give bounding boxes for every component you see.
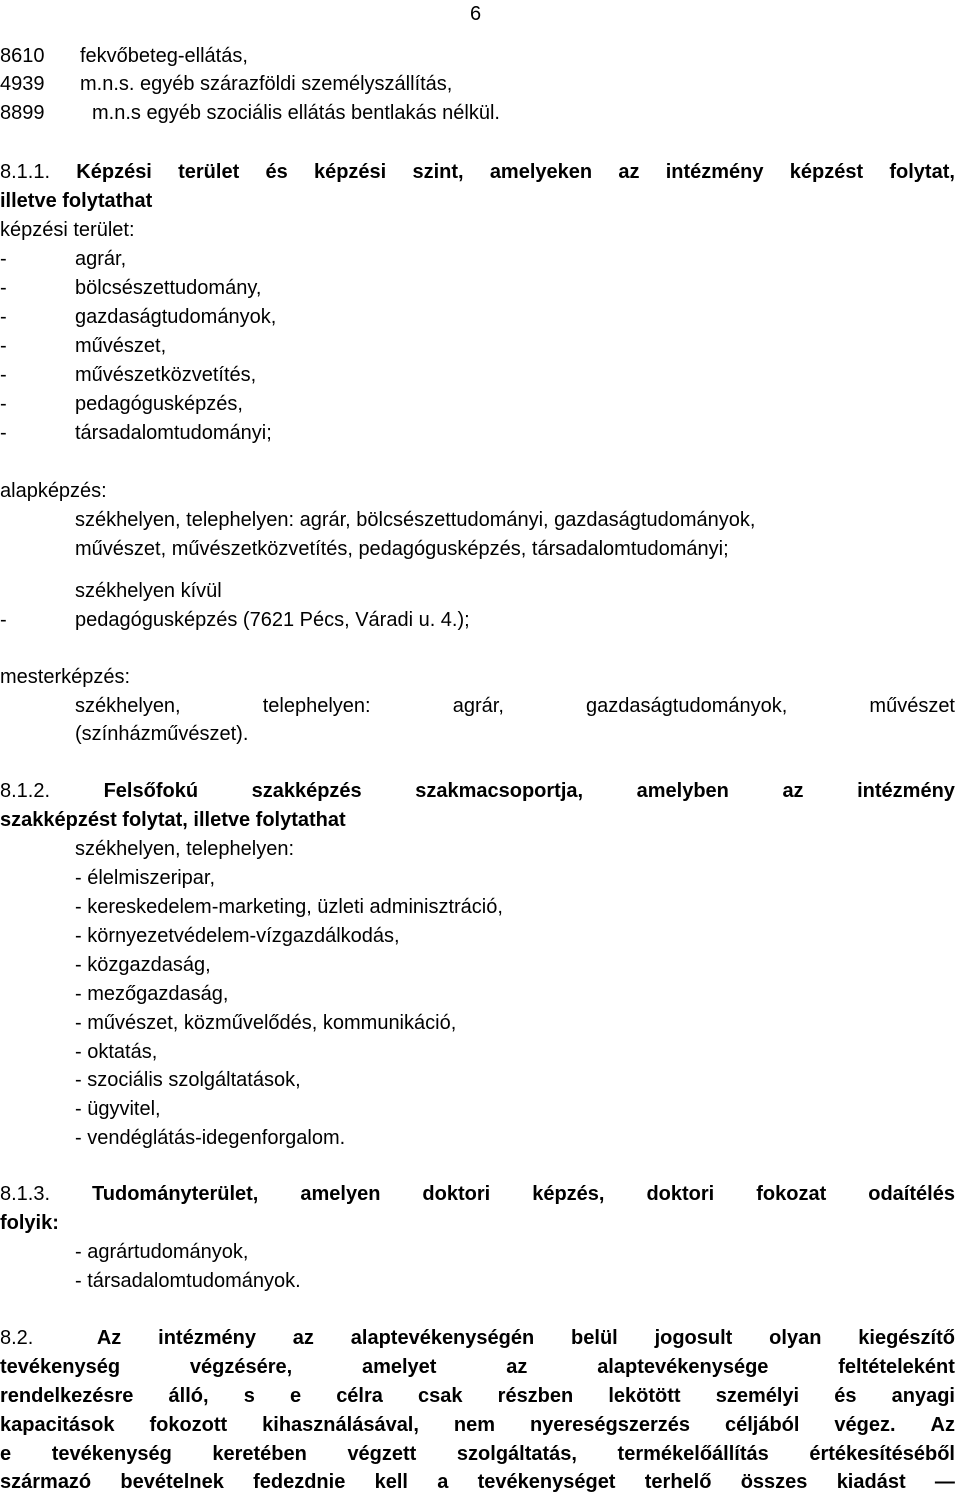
section-8-1-2-heading-line2: szakképzést folytat, illetve folytathat <box>0 809 346 831</box>
heading-number: 8.1.2. <box>0 780 51 802</box>
list-item: - közgazdaság, <box>75 954 211 976</box>
word: kapacitások <box>0 1414 115 1436</box>
word: a <box>437 1471 449 1493</box>
list-item-text: pedagógusképzés, <box>75 393 243 415</box>
activity-code: 4939 <box>0 73 45 95</box>
list-item: - gazdaságtudományok, <box>0 306 277 328</box>
list-item-text: művészetközvetítés, <box>75 364 257 386</box>
word: Az <box>96 1327 122 1349</box>
section-8-2-line <box>0 1382 955 1410</box>
word: az <box>506 1356 528 1378</box>
list-item: - agrár, <box>0 248 127 270</box>
word: nem <box>453 1414 495 1436</box>
word: keretében <box>212 1443 307 1465</box>
word: terhelő <box>644 1471 712 1493</box>
heading-number: 8.2. <box>0 1327 34 1349</box>
heading-word: doktori <box>422 1183 491 1205</box>
alapkepzes-line: székhelyen, telephelyen: agrár, bölcsészettudományi, gazdaságtudományok, <box>75 509 756 531</box>
word: tevékenység <box>0 1356 121 1378</box>
heading-word: amelyen <box>300 1183 381 1205</box>
word: amelyet <box>361 1356 437 1378</box>
word: kiegészítő <box>858 1327 955 1349</box>
heading-word: odaítélés <box>868 1183 955 1205</box>
list-item: - vendéglátás-idegenforgalom. <box>75 1127 346 1149</box>
section-8-1-1-heading <box>0 158 955 186</box>
activity-text: m.n.s egyéb szociális ellátás bentlakás nélkül. <box>92 102 500 124</box>
list-item: - művészetközvetítés, <box>0 364 257 386</box>
list-item: - bölcsészettudomány, <box>0 277 262 299</box>
word: származó <box>0 1471 92 1493</box>
activity-row <box>0 99 500 127</box>
list-item: - pedagógusképzés, <box>0 393 243 415</box>
heading-word: képzési <box>313 161 387 183</box>
heading-word: intézmény <box>665 161 764 183</box>
word: részben <box>497 1385 574 1407</box>
heading-word: és <box>265 161 288 183</box>
heading-word: terület <box>178 161 240 183</box>
word: fokozott <box>149 1414 228 1436</box>
heading-word: az <box>782 780 804 802</box>
location-label: székhelyen, telephelyen: <box>75 838 295 860</box>
word: művészet <box>869 695 955 717</box>
heading-word: doktori <box>646 1183 715 1205</box>
heading-word: amelyeken <box>489 161 593 183</box>
list-item: - mezőgazdaság, <box>75 983 229 1005</box>
list-item: - oktatás, <box>75 1041 158 1063</box>
word: célra <box>336 1385 383 1407</box>
word: székhelyen, <box>75 695 181 717</box>
word: kell <box>374 1471 408 1493</box>
heading-word: fokozat <box>756 1183 827 1205</box>
word: s <box>243 1385 255 1407</box>
list-item: - agrártudományok, <box>75 1241 249 1263</box>
heading-word: szakmacsoportja, <box>415 780 584 802</box>
list-item: - ügyvitel, <box>75 1098 161 1120</box>
areas-label: képzési terület: <box>0 219 135 241</box>
word: tevékenységet <box>477 1471 616 1493</box>
word: anyagi <box>891 1385 955 1407</box>
word: az <box>292 1327 314 1349</box>
word: értékesítéséből <box>809 1443 955 1465</box>
heading-word: intézmény <box>857 780 955 802</box>
list-item: - pedagógusképzés (7621 Pécs, Váradi u. 4.); <box>0 609 470 631</box>
list-item: - kereskedelem-marketing, üzleti adminisztráció, <box>75 896 503 918</box>
section-8-1-1-heading-line2: illetve folytathat <box>0 190 153 212</box>
word: nyereségszerzés <box>529 1414 691 1436</box>
page-number: 6 <box>470 3 482 25</box>
list-item: - környezetvédelem-vízgazdálkodás, <box>75 925 400 947</box>
heading-word: az <box>618 161 640 183</box>
list-item: - társadalomtudományi; <box>0 422 272 444</box>
word: végzett <box>347 1443 417 1465</box>
activity-row <box>0 70 452 98</box>
word: rendelkezésre <box>0 1385 134 1407</box>
heading-word: szakképzés <box>251 780 362 802</box>
word: alaptevékenységén <box>350 1327 535 1349</box>
activity-code: 8899 <box>0 102 45 124</box>
section-8-2-line <box>0 1353 955 1381</box>
word: agrár, <box>452 695 504 717</box>
heading-word: képzés, <box>532 1183 605 1205</box>
word: csak <box>418 1385 463 1407</box>
word: végzésére, <box>189 1356 293 1378</box>
outside-label: székhelyen kívül <box>75 580 222 602</box>
word: belül <box>571 1327 618 1349</box>
mesterkepzes-line <box>75 692 955 720</box>
list-item-text: társadalomtudományi; <box>75 422 272 444</box>
heading-word: Felsőfokú <box>103 780 199 802</box>
alapkepzes-label: alapképzés: <box>0 480 107 502</box>
section-8-1-3-heading <box>0 1180 955 1208</box>
word: és <box>834 1385 857 1407</box>
word: — <box>934 1471 955 1493</box>
word: alaptevékenysége <box>597 1356 769 1378</box>
word: kihasználásával, <box>262 1414 419 1436</box>
list-item: - művészet, <box>0 335 167 357</box>
heading-word: amelyben <box>636 780 729 802</box>
word: álló, <box>168 1385 209 1407</box>
section-8-2-line <box>0 1324 955 1352</box>
alapkepzes-line: művészet, művészetközvetítés, pedagógusképzés, társadalomtudományi; <box>75 538 729 560</box>
list-item-text: művészet, <box>75 335 167 357</box>
word: olyan <box>769 1327 822 1349</box>
word: bevételnek <box>120 1471 224 1493</box>
list-item-text: agrár, <box>75 248 127 270</box>
list-item: - művészet, közművelődés, kommunikáció, <box>75 1012 457 1034</box>
activity-row <box>0 42 248 70</box>
word: jogosult <box>654 1327 733 1349</box>
section-8-2-line <box>0 1468 955 1496</box>
heading-word: szint, <box>412 161 464 183</box>
word: összes <box>740 1471 808 1493</box>
heading-number: 8.1.1. <box>0 161 51 183</box>
word: Az <box>930 1414 955 1436</box>
word: kiadást <box>836 1471 906 1493</box>
activity-code: 8610 <box>0 45 45 67</box>
section-8-2-line <box>0 1411 955 1439</box>
mesterkepzes-line: (színházművészet). <box>75 723 249 745</box>
word: telephelyen: <box>262 695 371 717</box>
mesterkepzes-label: mesterképzés: <box>0 666 131 688</box>
list-item: - szociális szolgáltatások, <box>75 1069 301 1091</box>
word: gazdaságtudományok, <box>586 695 788 717</box>
activity-text: fekvőbeteg-ellátás, <box>80 45 248 67</box>
section-8-1-2-heading <box>0 777 955 805</box>
word: feltételeként <box>838 1356 955 1378</box>
word: céljából <box>724 1414 800 1436</box>
heading-word: Képzési <box>76 161 152 183</box>
word: tevékenység <box>51 1443 172 1465</box>
word: személyi <box>715 1385 800 1407</box>
word: fedezdnie <box>253 1471 346 1493</box>
word: e <box>289 1385 302 1407</box>
list-item-text: gazdaságtudományok, <box>75 306 277 328</box>
word: szolgáltatás, <box>456 1443 577 1465</box>
word: termékelőállítás <box>617 1443 769 1465</box>
heading-number: 8.1.3. <box>0 1183 51 1205</box>
list-item-text: pedagógusképzés (7621 Pécs, Váradi u. 4.); <box>75 609 470 631</box>
word: lekötött <box>608 1385 681 1407</box>
word: e <box>0 1443 12 1465</box>
heading-word: folytat, <box>889 161 955 183</box>
list-item-text: bölcsészettudomány, <box>75 277 262 299</box>
heading-word: képzést <box>789 161 864 183</box>
list-item: - társadalomtudományok. <box>75 1270 301 1292</box>
list-item: - élelmiszeripar, <box>75 867 216 889</box>
heading-word: Tudományterület, <box>92 1183 259 1205</box>
section-8-1-3-heading-line2: folyik: <box>0 1212 59 1234</box>
activity-text: m.n.s. egyéb szárazföldi személyszállítás, <box>80 73 453 95</box>
word: intézmény <box>158 1327 256 1349</box>
word: végez. <box>834 1414 896 1436</box>
section-8-2-line <box>0 1440 955 1468</box>
